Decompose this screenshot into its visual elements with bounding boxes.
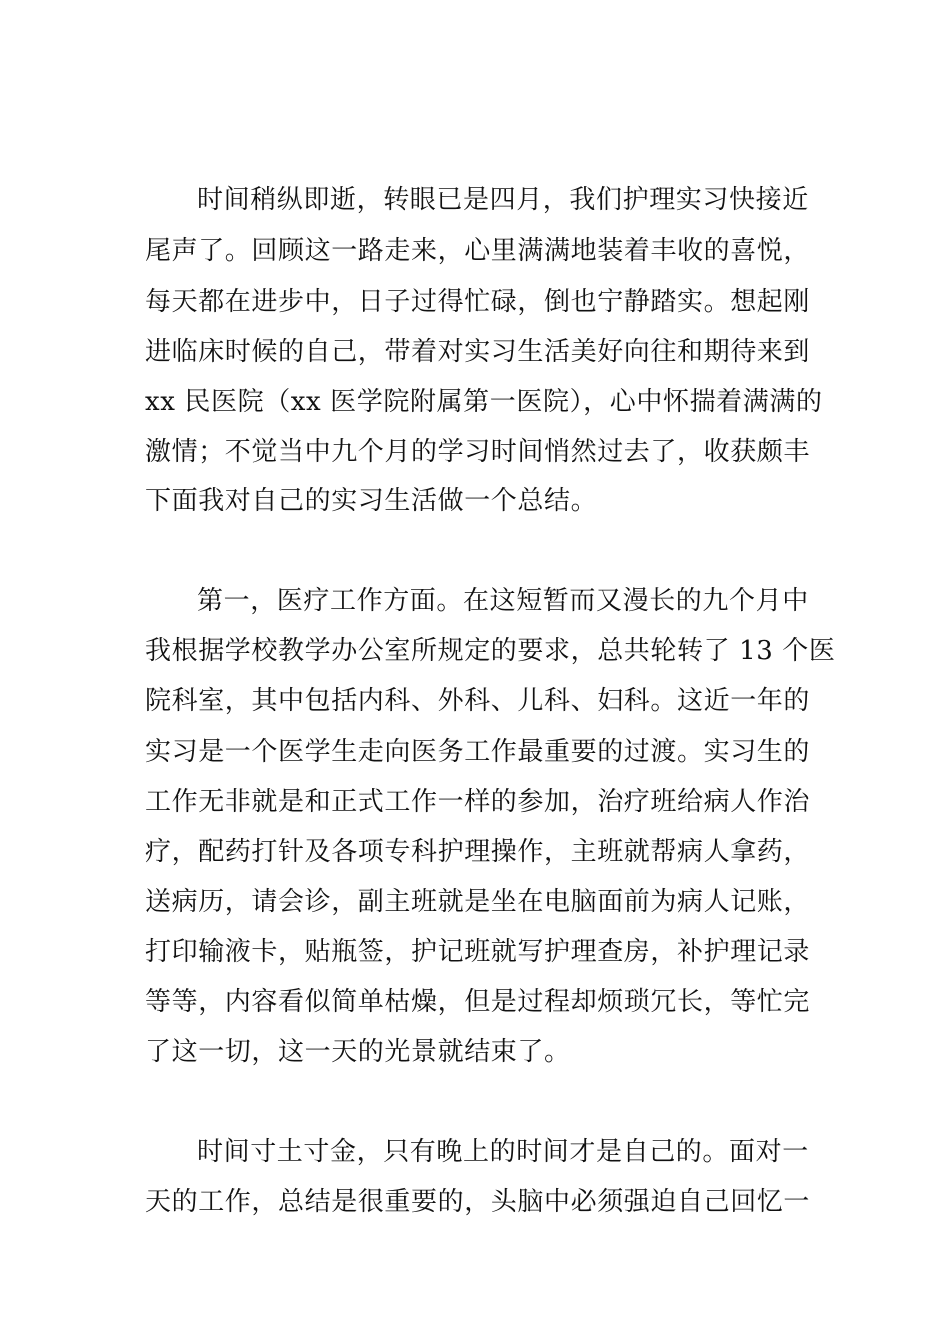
paragraph-2-line-3: 院科室，其中包括内科、外科、儿科、妇科。这近一年的 bbox=[145, 686, 811, 716]
paragraph-3-line-2: 天的工作，总结是很重要的，头脑中必须强迫自己回忆一 bbox=[145, 1187, 811, 1217]
paragraph-2-line-8: 打印输液卡，贴瓶签，护记班就写护理查房，补护理记录 bbox=[145, 937, 811, 967]
paragraph-1-line-3: 每天都在进步中，日子过得忙碌，倒也宁静踏实。想起刚 bbox=[145, 287, 811, 317]
paragraph-2-line-9: 等等，内容看似简单枯燥，但是过程却烦琐冗长，等忙完 bbox=[145, 987, 811, 1017]
paragraph-2-line-5: 工作无非就是和正式工作一样的参加，治疗班给病人作治 bbox=[145, 787, 811, 817]
paragraph-2-line-10: 了这一切，这一天的光景就结束了。 bbox=[145, 1037, 571, 1067]
paragraph-2-line-6: 疗，配药打针及各项专科护理操作，主班就帮病人拿药， bbox=[145, 837, 811, 867]
paragraph-2-line-1: 第一，医疗工作方面。在这短暂而又漫长的九个月中 bbox=[197, 586, 809, 616]
paragraph-1-line-4: 进临床时候的自己，带着对实习生活美好向往和期待来到 bbox=[145, 337, 811, 367]
paragraph-2-line-4: 实习是一个医学生走向医务工作最重要的过渡。实习生的 bbox=[145, 737, 811, 767]
paragraph-1-line-1: 时间稍纵即逝，转眼已是四月，我们护理实习快接近 bbox=[197, 185, 809, 215]
paragraph-1-line-6: 激情；不觉当中九个月的学习时间悄然过去了，收获颇丰 bbox=[145, 437, 811, 467]
paragraph-2-line-2: 我根据学校教学办公室所规定的要求，总共轮转了 13 个医 bbox=[145, 636, 836, 666]
paragraph-1-line-2: 尾声了。回顾这一路走来，心里满满地装着丰收的喜悦， bbox=[145, 236, 811, 266]
paragraph-1-line-7: 下面我对自己的实习生活做一个总结。 bbox=[145, 486, 598, 516]
paragraph-1-line-5: xx 民医院（xx 医学院附属第一医院），心中怀揣着满满的 bbox=[145, 387, 823, 417]
paragraph-2-line-7: 送病历，请会诊，副主班就是坐在电脑面前为病人记账， bbox=[145, 887, 811, 917]
paragraph-3-line-1: 时间寸土寸金，只有晚上的时间才是自己的。面对一 bbox=[197, 1137, 809, 1167]
